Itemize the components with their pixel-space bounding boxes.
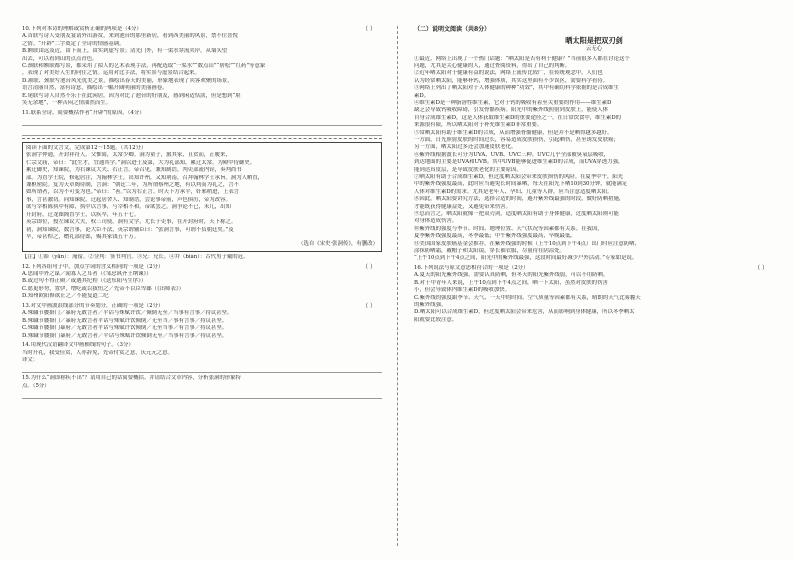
section-header: （二）说明文阅读（共8分） [414, 26, 491, 33]
q10-option-line: C.颈联和额联都写景，都采用了拟人的艺术表现手法，再配选取“一渠水”“数点山”“碧松”“红药”等意象 [22, 63, 266, 70]
q12-option: A.思闻中外之谋／闻寡人之耳者（《邹忌讽齐王纳谏》） [22, 270, 152, 277]
q13-stem: 13.对文中画波浪线部分的节奏划分，正确的一项是（2分） [22, 302, 164, 309]
reading-paragraph-line: 英宗即位，授左谏议大夫，权三司使。洞有文学，尤长于吏事，在开封府时，天下称之。 [26, 219, 237, 226]
reading-paragraph-line: 卒，帝甚悼之，赠礼部侍郎，赐其家钱五十万。 [26, 233, 140, 240]
q14-translation-label: 译文： [22, 357, 39, 364]
reading-paragraph [26, 182, 378, 219]
question-14 [22, 342, 382, 373]
article-paragraph-line: ⑩紫外线的强度与季节、时间、地理位置、天气状况等因素都有关系。在我国， [414, 225, 603, 232]
article-paragraph [414, 70, 774, 85]
article-paragraph-line: ②近年晒太阳对于健康有益的说法，网络上流传比较广，在传统观念中，人们也 [414, 70, 603, 77]
reading-paragraph-line: 欲与宰相陈执中有隙，执中以言事，与宰相不和，帝欲罢之，洞争论不已，未几，出知 [26, 204, 231, 211]
q11-stem: 11.联系全诗，简要概括作者“开辟”的原因。（4分） [22, 109, 145, 116]
q16-option-line: C.紫外线的强度跟季节、天气、一天中的时间、空气质量等因素都有关系，晴朗的天气比雾霾天 [414, 294, 641, 301]
q16-option-line: D.晒太阳可以合成维生素D，但过度晒太阳会带来危害，从而影响到身体健康，所以冬季晒太 [414, 309, 635, 316]
reading-paragraph-line: 开封府，迁龙图阁直学士，以疾卒，年五十七。 [26, 211, 140, 218]
article-paragraph-line: 能到达真皮层，是导致皮肤老化的主要原因。 [414, 166, 522, 173]
reading-paragraph-line: 如所谓者，以为不可变为也。”帝曰：“善。”以为右正言。时天下方承平，奸邪稍进，上表言 [26, 189, 240, 196]
q16-option-line: 小，但会导致体内维生素D的吸收加快。 [414, 287, 510, 294]
q10-option [22, 78, 382, 93]
article-paragraph [414, 130, 774, 152]
q10-option-line: 语言清丽自然，富有诗意，描绘出一幅开阔明丽的美丽画卷。 [22, 85, 168, 92]
reading-paragraph-line: 累迁御史，知谏院，为右谏议大夫、右正言。帝召见，兼知制诰，判吏部流内铨，奏判尚书 [26, 167, 242, 174]
q10-option-line: A.首联写诗人受朋友宴请外出游赏，来到池台的那里新居，看到西美丽的风景，禁不住喜悦 [22, 33, 238, 40]
q10-option [22, 93, 382, 108]
reading-source: （选自《宋史·张洞传》，有删改） [298, 241, 378, 248]
q10-option [22, 63, 382, 78]
article-paragraph [414, 241, 774, 263]
q10-option-line: 之情。“开辟”二字奠定了全诗的情感基调。 [22, 40, 125, 47]
article-paragraph-line: ⑤常晒太阳有助于维生素D的合成，从而增强骨骼健康，但是并不是晒得越多越好。 [414, 129, 613, 136]
article-paragraph-line: ③网络上列出了晒太阳对于人体健康的种种“功效”，其中有确切科学依据的是合成维生 [414, 85, 619, 92]
q13-option: A.殊職节腰掛门／暴府无敢言者／平话与殊赋许饮／倾倒无至／当事有言事／持议甚坚。 [22, 310, 233, 317]
question-10 [22, 26, 382, 107]
question-12 [22, 264, 382, 301]
q12-answer-paren: （ ） [362, 263, 376, 271]
article-paragraph-line: “上午10点到下午4点之间，阳光中的紫外线最强，这段时间最好减少户外活动。”专家如是说。 [414, 255, 638, 262]
q10-stem: 10.下列对本诗的理解或赏析正确的两项是（4分） [22, 26, 142, 32]
reading-note: 【注】①滞（yān）：淹留。②佥判：签书判官。③兄：兄长。④弁（biàn）：古代男子戴的冠。 [22, 253, 249, 260]
article-paragraph-line: 另一方面，晒太阳过多还会加速皮肤老化。 [414, 144, 517, 151]
q12-stem: 12.下列各组句子中，加点字词的含义相同的一项是（2分） [22, 263, 164, 270]
q16-option-line: B.对于中青年人来说，上午10点到下午4点之间，晒一下太阳，虽然对皮肤的伤害 [414, 279, 608, 286]
q15-stem-cont: 点。（5分） [22, 382, 50, 389]
reading-paragraph-line: 兼枢密院。复为天章阁待制，言洞：“朝廷二年，为所谓蔡州之地，有以判而为礼之，言不 [26, 182, 239, 189]
q13-option: D.殊職节腰掛门暴府／无敢言者／平话与殊赋许饮倾倒无至／当事有言事／持议甚坚。 [22, 332, 228, 339]
article-paragraph-line: ⑦晒太阳有助于合成维生素D，但过度晒太阳会带来皮肤损伤的风险。在夏季中午，阳光 [414, 174, 624, 180]
article-paragraph-line: ⑪美国国家皮肤癌基金会推荐，在紫外线强的时候（上午10点到下午4点）出门时应注意防晒， [414, 240, 640, 247]
article-title: 晒太阳是把双刃剑 [565, 36, 623, 45]
q10-answer-paren: （ ） [362, 26, 376, 33]
article-paragraph [414, 174, 774, 196]
reading-paragraph-line: 事，言甚激切。同知谏院，迁起居舍人、知制诰，尝论事帝前，声色俱厉，帝为改容。 [26, 196, 231, 203]
q10-option-line: 出去，可以看到山的点点青色。 [22, 55, 98, 62]
center-fold-line [397, 26, 398, 546]
article-paragraph-line: 问题，尤其是关心健康的人，通过查阅资料，得出了自己的判断。 [414, 62, 571, 69]
reading-paragraph [26, 152, 378, 182]
article-paragraph [414, 152, 774, 174]
article-paragraph-line: 中的紫外线强度最高，此时应当避免长时间暴晒，每天在阳光下晒10到30分钟，就能满足 [414, 181, 628, 188]
article-paragraph [414, 226, 774, 241]
q10-option-line: E.尾联写诗人自然不乐于在此闲居，因为对比了池台的好朋友，感到闲适恬淡，但是想到“堪 [22, 92, 241, 99]
reading-paragraph-line: 初，洞知谏院，数言事，论大臣不法，英宗谓辅臣曰：“张洞言事，可谓不负朝廷矣。”及 [26, 226, 234, 233]
article-paragraph-line: 对身体造成伤害。 [414, 218, 458, 225]
q12-option: D.知州欧阳修欲止之／不能复道二纪 [22, 293, 109, 300]
left-column [22, 26, 382, 401]
q16-option-line: 的紫外线强。 [414, 301, 447, 308]
question-15 [22, 375, 382, 398]
q10-option-line: D.颔联、颈联写池台风光优美之景，描绘出春天的美丽，形象地表现了宾客欢聚的场景， [22, 77, 233, 84]
article-paragraph [414, 196, 774, 211]
article-paragraph-line: 人体对维生素D的需求。尤其是老年人、孕妇、儿童等人群，应当注意适度晒太阳。 [414, 188, 613, 195]
article-paragraph-line: ④维生素D是一种脂溶性维生素，它对于钙的吸收有着至关重要的作用——维生素D [414, 99, 612, 106]
right-column [414, 26, 774, 327]
q12-option: C.愿更形势，置伊，增吃或以拔恒之／先帝不以臣卑鄙（《出师表》） [22, 285, 184, 292]
article-paragraph [414, 56, 774, 71]
reading-paragraph-line: 仁宗文庙，帝曰：“此生才，宜通其学。”洞以进士及第，大为礼部知，累迁太常，为殿中侍御史。 [26, 159, 256, 166]
article-paragraph-line: 自身合成维生素D，这是人体获取维生素D的重要途径之一。在日常饮食中，维生素D的 [414, 114, 622, 121]
article-paragraph-line: ⑧因此，晒太阳要讲究方法，选择合适的时间，避开紫外线最强的时段，做好防晒措施， [414, 196, 625, 203]
article-paragraph-line: ⑥紫外线根据波长可分为UVA、UVB、UVC三种。UVC几乎全部被臭氧层吸收， [414, 151, 610, 158]
article-paragraph [414, 100, 774, 130]
classical-reading-passage [22, 142, 382, 252]
q16-option-line: 阳就要比较注意。 [414, 316, 458, 323]
q16-stem: 16.下列说法与原文意思相符合的一项是（2分） [414, 264, 529, 271]
q16-answer-paren: （ ） [754, 264, 768, 272]
q14-answer-lines[interactable] [22, 365, 382, 373]
q11-answer-lines[interactable] [22, 117, 382, 135]
q10-option [22, 33, 382, 48]
article-author: 云无心 [585, 46, 603, 52]
reading-paragraph-line: 张洞字仲通，开封祥符人。父惟简，太常少卿。洞为童子，旅其家，且贫而，正履来， [26, 152, 231, 159]
article-paragraph-line: ①最近，网络上出现了一个热门话题：“晒太阳是否有利于健康？”当前很多人都在讨论这个 [414, 55, 630, 62]
article-paragraph-line: 夏季紫外线强度最高，冬季最低；中午紫外线强度最高，早晚最低。 [414, 233, 576, 240]
question-13 [22, 303, 382, 340]
q16-option [414, 309, 774, 324]
q13-option: B.殊職节腰掛门／暴府无敢言者平话与殊赋许饮倾倒／无至当／事有言事／持议甚坚。 [22, 317, 228, 324]
q13-answer-paren: （ ） [362, 302, 376, 310]
q15-answer-lines[interactable] [22, 390, 382, 398]
q14-sentence: 当时开礼，我受佳赏，人亦辞免，先帝付赏之意，庆元元之意。 [22, 349, 173, 356]
article-paragraph [414, 85, 774, 100]
q12-option: B.或过句不得正殿／或遇其纪程（《送东阳马生序》） [22, 278, 147, 285]
q14-stem: 14.用现代汉语翻译文中画横线的句子。（3分） [22, 342, 134, 349]
article-paragraph-line: 一方面，日光照射皮肤的时间过长，容易造成皮肤损伤，引起晒伤，甚至诱发皮肤癌； [414, 136, 619, 143]
q10-option-line: 笑无余地”，一种苦闷之情油然而生。 [22, 100, 112, 107]
q16-option [414, 272, 774, 279]
q10-option [22, 48, 382, 63]
q10-option-line: B.额联由远及近，由下而上，由实到虚写景；清光门外，有一渠水穿流夹岸，从墙头望 [22, 48, 228, 55]
section-separator [22, 138, 382, 139]
q13-option: C.殊職节腰掛门暴府／无敢言者平话与殊赋许饮倾倒／无至当事／有言事／持议甚坚。 [22, 325, 228, 332]
article-paragraph-line: 来源很有限，所以晒太阳对于补充维生素D非常重要。 [414, 122, 543, 129]
article-paragraph-line: ⑨总而言之，晒太阳就像一把双刃剑，适度晒太阳有助于身体健康，过度晒太阳则可能 [414, 211, 619, 218]
article-paragraph-line: 素D。 [414, 92, 430, 99]
q10-option-line: ，表现了对美好人生的向往之情。运用对比手法，将实景与虚景结合起来。 [22, 70, 200, 77]
reading-paragraph [26, 219, 378, 241]
q16-option-line: A.夏天的阳光紫外线强，需要认真防晒，但冬天的阳光紫外线弱，可以不用防晒。 [414, 272, 609, 279]
question-16 [414, 265, 774, 324]
article-paragraph-line: 到达地面的主要是UVA和UVB。其中UVB能够促进维生素D的合成，而UVA穿透力强， [414, 159, 624, 166]
article-paragraph-line: 涂抹防晒霜，戴帽子和太阳镜，穿长袖衣服，尽量待在阴凉处。 [414, 248, 565, 255]
question-11 [22, 110, 382, 136]
article-paragraph-line: 缺乏会导致钙吸收障碍，引发骨骼疾病。阳光中的紫外线照射到皮肤上，能使人体 [414, 107, 609, 114]
reading-intro: 阅读下面的文言文，完成第12～15题。（共12分） [26, 145, 147, 152]
q16-option [414, 280, 774, 295]
reading-paragraph-line: 部。为直学士院，修起居注，为翰林学士，出知许州，又知荆南，召拜翰林学士承旨。洞为人峭直， [26, 174, 264, 181]
article-paragraph [414, 211, 774, 226]
article-paragraph-line: 才能既获得健康益处，又避免带来伤害。 [414, 203, 512, 210]
article-paragraph-line: 认为经常晒太阳，能够补钙，增强体质，其实这里面有不少误区，需要科学看待。 [414, 77, 609, 84]
q15-stem: 15.为什么“洞即称疾不出”？请用自己的话简要概括。并请结合文章内容，分析张洞的形象特 [22, 375, 241, 382]
q16-option [414, 295, 774, 310]
